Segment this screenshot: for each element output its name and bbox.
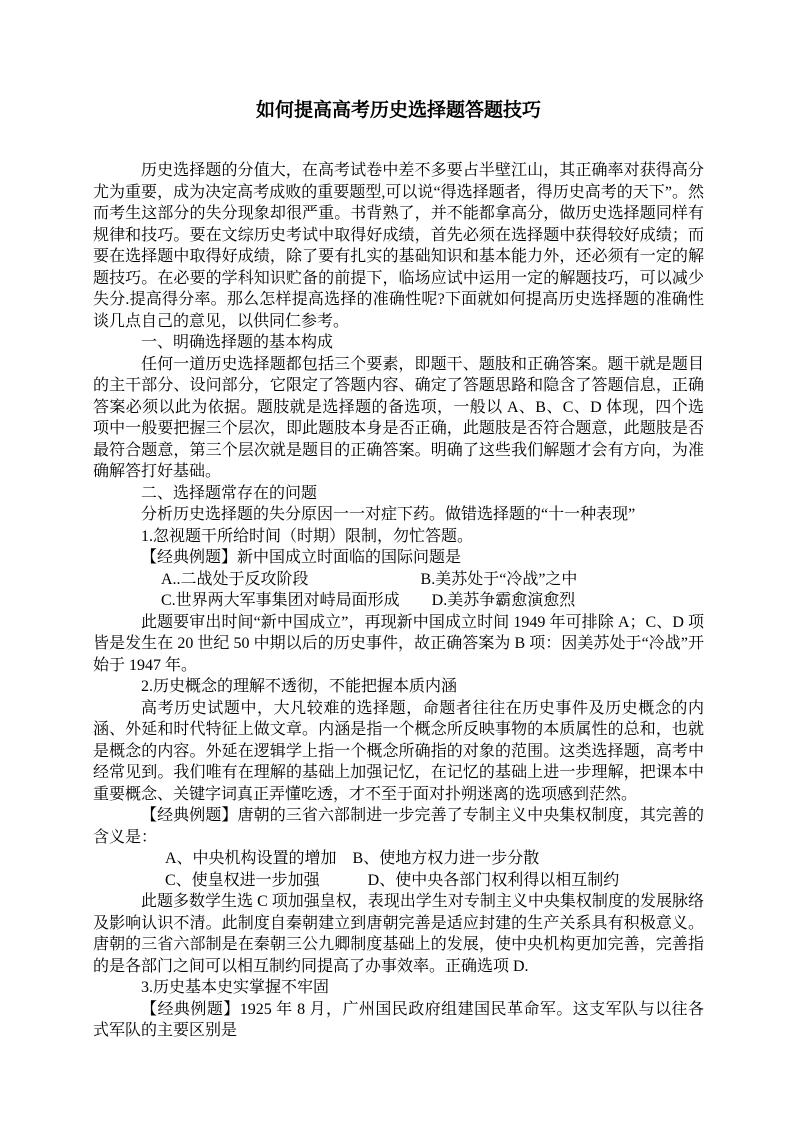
list-item-3: 3.历史基本史实掌握不牢固 (141, 979, 330, 996)
option-line: C.世界两大军事集团对峙局面形成 D.美苏争霸愈演愈烈 (161, 592, 576, 609)
section-heading-1: 一、明确选择题的基本构成 (141, 334, 334, 351)
document-body (93, 160, 704, 1042)
option-line: C、使皇权进一步加强 D、使中央各部门权利得以相互制约 (165, 871, 620, 889)
paragraph: 此题要审出时间“新中国成立”，再现新中国成立时间 1949 年可排除 A；C、D 项皆是发生在 20 世纪 50 中期以后的历史事件，故正确答案为 B 项：因美苏处于“冷战”开始于 1947 年。 (93, 613, 704, 674)
document-title: 如何提高高考历史选择题答题技巧 (255, 100, 541, 121)
list-item-2: 2.历史概念的理解不透彻，不能把握本质内涵 (141, 678, 458, 695)
example-paragraph: 【经典例题】新中国成立时面临的国际问题是 (141, 549, 462, 566)
list-item-1: 1.忽视题干所给时间（时期）限制，勿忙答题。 (141, 527, 474, 545)
intro-paragraph: 历史选择题的分值大，在高考试卷中差不多要占半壁江山，其正确率对获得高分尤为重要，成为决定高考成败的重要题型,可以说“得选择题者，得历史高考的天下”。然而考生这部分的失分现象却很严重。书背熟了，并不能都拿高分，做历史选择题同样有规律和技巧。要在文综历史考试中取得好成绩，首先必须在选择题中获得较好成绩；而要在选择题中取得好成绩，除了要有扎实的基础知识和基本能力外，还必须有一定的解题技巧。在必要的学科知识贮备的前提下，临场应试中运用一定的解题技巧，可以减少失分.提高得分率。那么怎样提高选择的准确性呢?下面就如何提高历史选择题的准确性谈几点自己的意见，以供同仁参考。 (93, 162, 704, 330)
paragraph: 此题多数学生选 C 项加强皇权，表现出学生对专制主义中央集权制度的发展脉络及影响认识不清。此制度自秦朝建立到唐朝完善是适应封建的生产关系具有积极意义。唐朝的三省六部制是在秦朝三公九卿制度基础上的发展，使中央机构更加完善，完善指的是各部门之间可以相互制约同提高了办事效率。正确选项 D. (93, 893, 704, 975)
section-heading-2: 二、选择题常存在的问题 (141, 484, 318, 502)
option-line: A、中央机构设置的增加 B、使地方权力进一步分散 (165, 850, 540, 867)
option-line: A..二战处于反攻阶段 B.美苏处于“冷战”之中 (161, 570, 578, 588)
paragraph: 任何一道历史选择题都包括三个要素，即题干、题肢和正确答案。题干就是题目的主干部分、设问部分，它限定了答题内容、确定了答题思路和隐含了答题信息，正确答案必须以此为依据。题肢就是选择题的备选项，一般以 A、B、C、D 体现，四个选项中一般要把握三个层次，即此题肢本身是否正确，此题肢是否符合题意，此题肢是否最符合题意，第三个层次就是题目的正确答案。明确了这些我们解题才会有方向，为准确解答打好基础。 (93, 355, 704, 480)
paragraph: 高考历史试题中，大凡较难的选择题，命题者往往在历史事件及历史概念的内涵、外延和时代特征上做文章。内涵是指一个概念所反映事物的本质属性的总和，也就是概念的内容。外延在逻辑学上指一个概念所确指的对象的范围。这类选择题，高考中经常见到。我们唯有在理解的基础上加强记忆，在记忆的基础上进一步理解，把课本中重要概念、关键字词真正弄懂吃透，才不至于面对扑朔迷离的选项感到茫然。 (93, 699, 704, 803)
example-paragraph: 【经典例题】唐朝的三省六部制进一步完善了专制主义中央集权制度，其完善的含义是： (93, 807, 704, 846)
example-paragraph: 【经典例题】1925 年 8 月，广州国民政府组建国民革命军。这支军队与以往各式军队的主要区别是 (93, 1000, 704, 1039)
paragraph: 分析历史选择题的失分原因一一对症下药。做错选择题的“十一种表现” (141, 506, 636, 523)
